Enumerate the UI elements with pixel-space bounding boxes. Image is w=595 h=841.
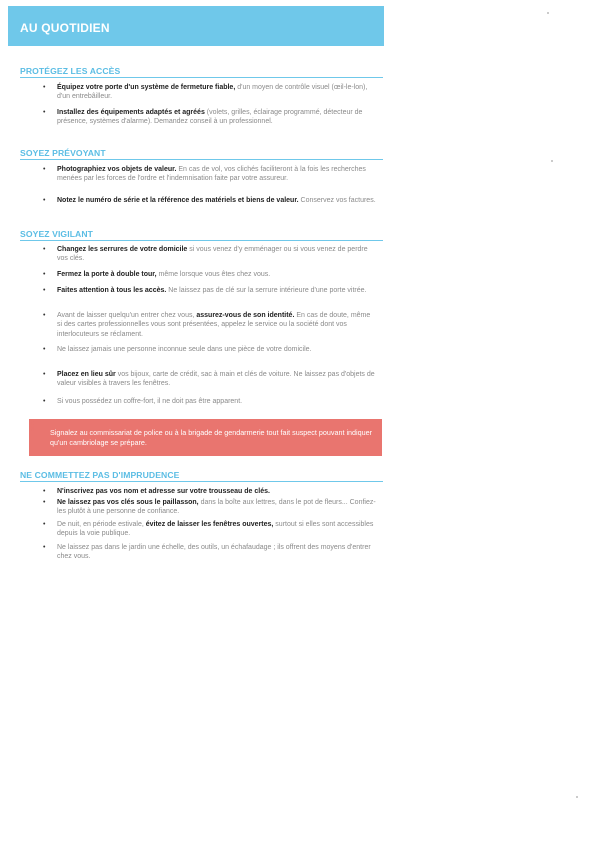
scan-speck [547,12,549,14]
bullet-icon: • [43,84,46,91]
bullet-icon: • [43,246,46,253]
list-item: Avant de laisser quelqu'un entrer chez vous, assurez-vous de son identité. En cas de doute, même si des cartes professionnelles vous sont présentées, appelez le service ou la société dont vos interlocuteurs se réclament. [57,312,371,338]
list-item: Ne laissez pas dans le jardin une échelle, des outils, un échafaudage ; ils offrent des moyens d'entrer chez vous. [57,544,371,561]
list-item: Notez le numéro de série et la référence des matériels et biens de valeur. Conservez vos factures. [57,197,376,204]
bullet-icon: • [43,488,46,495]
list-item: Ne laissez pas vos clés sous le paillasson, dans la boîte aux lettres, dans le pot de fleurs... Confiez-les plutôt à une personne de confiance. [57,499,376,516]
bullet-icon: • [43,166,46,173]
list-item: Si vous possédez un coffre-fort, il ne doit pas être apparent. [57,398,243,405]
bullet-icon: • [43,109,46,116]
bullet-icon: • [43,398,46,405]
bullet-icon: • [43,271,46,278]
bullet-icon: • [43,197,46,204]
list-item: Changez les serrures de votre domicile si vous venez d'y emménager ou si vous venez de perdre vos clés. [57,246,368,263]
list-item: Faites attention à tous les accès. Ne laissez pas de clé sur la serrure intérieure d'une porte vitrée. [57,287,367,294]
section-title-vigilant: SOYEZ VIGILANT [20,229,94,239]
list-item: Fermez la porte à double tour, même lorsque vous êtes chez vous. [57,271,271,278]
bullet-icon: • [43,499,46,506]
bullet-icon: • [43,521,46,528]
section-divider [20,77,383,78]
section-divider [20,481,383,482]
bullet-icon: • [43,312,46,319]
section-title-acces: PROTÉGEZ LES ACCÈS [20,66,121,76]
scan-speck [576,796,578,798]
bullet-icon: • [43,371,46,378]
section-divider [20,159,383,160]
scan-speck [551,160,553,162]
list-item: Placez en lieu sûr vos bijoux, carte de crédit, sac à main et clés de voiture. Ne laissez pas d'objets de valeur visibles à travers les fenêtres. [57,371,375,388]
section-title-imprudence: NE COMMETTEZ PAS D'IMPRUDENCE [20,470,180,480]
list-item: Ne laissez jamais une personne inconnue seule dans une pièce de votre domicile. [57,346,312,353]
exclamation-icon: ! [30,418,36,435]
section-divider [20,240,383,241]
alert-text: Signalez au commissariat de police ou à la brigade de gendarmerie tout fait suspect pouvant indiquer qu'un cambriolage se prépare. [50,428,373,447]
list-item: Photographiez vos objets de valeur. En cas de vol, vos clichés faciliteront à la fois les recherches menées par les forces de l'ordre et l'indemnisation faite par votre assureur. [57,166,366,183]
list-item: N'inscrivez pas vos nom et adresse sur votre trousseau de clés. [57,488,270,495]
list-item: Équipez votre porte d'un système de fermeture fiable, d'un moyen de contrôle visuel (œil-le-lon), d'un entrebâilleur. [57,84,368,101]
list-item: De nuit, en période estivale, évitez de laisser les fenêtres ouvertes, surtout si elles sont accessibles depuis la voie publique. [57,521,374,538]
bullet-icon: • [43,544,46,551]
bullet-icon: • [43,346,46,353]
page-title: AU QUOTIDIEN [20,21,110,35]
list-item: Installez des équipements adaptés et agréés (volets, grilles, éclairage programmé, détecteur de présence, systèmes d'alarme). Demandez conseil à un professionnel. [57,109,363,126]
section-title-prevoyant: SOYEZ PRÉVOYANT [20,148,106,158]
bullet-icon: • [43,287,46,294]
